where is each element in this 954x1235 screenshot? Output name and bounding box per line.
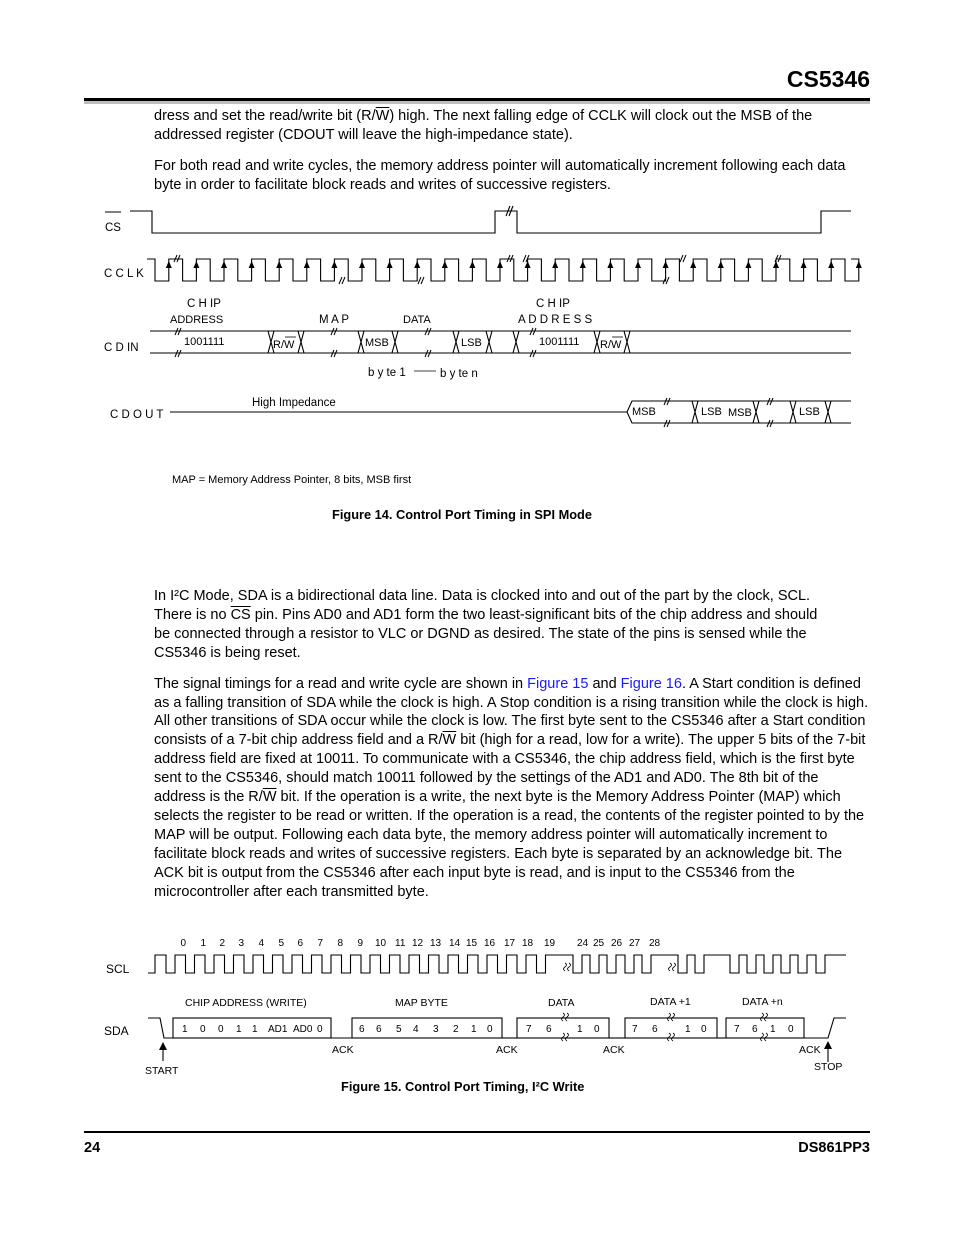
byte-1-label: b y te 1 [368,367,406,379]
sda-label: SDA [104,1024,129,1038]
text-run: pin. Pins AD0 and AD1 form the two least-significant bits of the chip address and should [250,606,818,623]
data-bit: 7 [632,1024,638,1035]
clock-number: 27 [629,938,641,949]
text-run: $\overline{W}$ [262,789,277,806]
rw-bit-label-2: R/W [600,339,622,351]
map-bit: 6 [376,1024,382,1035]
clock-number: 18 [522,938,534,949]
clock-edge-arrow [580,261,586,268]
clock-edge-arrow [221,261,227,268]
clock-edge-arrow [442,261,448,268]
cclk-label: C C L K [104,268,144,280]
clock-edge-arrow [690,261,696,268]
document-id: DS861PP3 [798,1140,870,1156]
clock-number: 25 [593,938,605,949]
cdout-msb-label-2: MSB [728,407,752,419]
clock-number: 19 [544,938,556,949]
clock-edge-arrow [607,261,613,268]
clock-edge-arrow [359,261,365,268]
address-bit: 0 [218,1024,224,1035]
clock-number: 9 [357,938,364,949]
text-run: . A Start condition is defined as a falling transition of SDA while the clock is high. A Stop condition is a rising transition while the clock is high. All other transitions of SDA occur while the clock is low. The first byte sent to the CS5346 after a Start condition consists of a 7-bit chip address field and a R/ [154,675,869,749]
spi-paragraph [154,107,870,207]
data-bit: 7 [734,1024,740,1035]
data-bit: 0 [788,1024,794,1035]
address-bit: 0 [317,1024,323,1035]
clock-number: 2 [219,938,226,949]
text-run: bit (high for a read, low for a write). The upper 5 bits of the 7-bit address field are fixed at 10011. To communicate with a CS5346, the chip address field, which is the first byte sent to the CS5346, should match 10011 followed by the settings of the AD1 and AD0. The 8th bit of the address is the R/ [154,732,866,806]
cdout-lsb-label: LSB [701,406,722,418]
address-bit: AD1 [268,1024,288,1035]
break-mark [564,963,571,971]
cdout-label: C D O U T [110,409,164,421]
break-mark [562,1033,569,1041]
chip-address-bits-2: 1001111 [539,336,580,348]
clock-number: 8 [337,938,344,949]
clock-number: 15 [466,938,478,949]
text-run: CS5346 is being reset. [154,644,301,661]
clock-number: 14 [449,938,461,949]
clock-edge-arrow [552,261,558,268]
clock-edge-arrow [331,261,337,268]
data-label: DATA [403,314,431,326]
ack-label-3: ACK [603,1044,625,1056]
ack-label-2: ACK [496,1044,518,1056]
clock-edge-arrow [828,261,834,268]
data-label: DATA [548,997,575,1009]
data-bit: 7 [526,1024,532,1035]
clock-edge-arrow [193,261,199,268]
text-run: be connected through a resistor to VLC or DGND as desired. The state of the pins is sensed while the [154,625,807,642]
ack-label-4: ACK [799,1044,821,1056]
clock-edge-arrow [304,261,310,268]
clock-number: 16 [484,938,496,949]
map-note: MAP = Memory Address Pointer, 8 bits, MSB first [172,474,412,486]
i2c-text-2 [154,675,870,902]
address-label: ADDRESS [170,314,224,326]
ack-label-1: ACK [332,1044,354,1056]
start-label: START [145,1065,179,1077]
chip-address-write-label: CHIP ADDRESS (WRITE) [185,997,307,1009]
clock-number: 13 [430,938,442,949]
clock-edge-arrow [166,261,172,268]
stop-label: STOP [814,1061,843,1073]
clock-number: 11 [395,938,406,949]
figure-16-link[interactable]: Figure 16 [620,675,682,692]
map-byte-label: MAP BYTE [395,997,448,1009]
page-number: 24 [84,1140,101,1156]
figure-15-link[interactable]: Figure 15 [527,675,589,692]
clock-edge-arrow [745,261,751,268]
clock-number: 1 [200,938,207,949]
clock-edge-arrow [414,261,420,268]
address-bit: AD0 [293,1024,313,1035]
clock-number: 12 [412,938,424,949]
figure-15-caption: Figure 15. Control Port Timing, I²C Write [341,1079,585,1094]
text-run: $\overline{W}$ [375,108,390,124]
clock-edge-arrow [856,261,862,268]
clock-number: 24 [577,938,589,949]
break-mark [669,963,676,971]
clock-edge-arrow [635,261,641,268]
lsb-label: LSB [461,337,482,349]
clock-edge-arrow [249,261,255,268]
clock-edge-arrow [663,261,669,268]
map-bit: 4 [413,1024,419,1035]
text-run: dress and set the read/write bit (R/ [154,108,376,124]
clock-number: 28 [649,938,661,949]
cdout-lsb-label-2: LSB [799,406,820,418]
text-run: addressed register (CDOUT will leave the high-impedance state). [154,126,573,143]
clock-number: 0 [180,938,187,949]
break-mark [562,1013,569,1021]
cs-label: CS [105,222,121,234]
map-bit: 0 [487,1024,493,1035]
text-run: $\overline{CS}$ [230,606,251,623]
clock-edge-arrow [387,261,393,268]
text-run: The signal timings for a read and write cycle are shown in [154,675,528,692]
address-bit: 1 [252,1024,258,1035]
text-run: There is no [154,606,231,623]
clock-edge-arrow [497,261,503,268]
map-label: M A P [319,314,350,326]
chip-label-2: C H IP [536,298,570,310]
address-bit: 1 [182,1024,188,1035]
clock-number: 6 [297,938,304,949]
data-bit: 0 [701,1024,707,1035]
clock-number: 5 [278,938,285,949]
data-bit: 6 [546,1024,552,1035]
address-bit: 0 [200,1024,206,1035]
data-bit: 1 [577,1024,583,1035]
figure-14-caption: Figure 14. Control Port Timing in SPI Mode [332,507,592,522]
address-bit: 1 [236,1024,242,1035]
header-rule-shadow [84,101,870,104]
map-bit: 1 [471,1024,477,1035]
cdout-msb-label: MSB [632,406,656,418]
text-run: $\overline{W}$ [442,732,457,749]
i2c-timing-diagram [0,930,954,1080]
map-bit: 2 [453,1024,459,1035]
clock-number: 10 [375,938,387,949]
address-label-2: A D D R E S S [518,314,593,326]
byte-n-label: b y te n [440,368,478,380]
text-run: ) high. The next falling edge of CCLK will clock out the MSB of the [389,108,813,124]
break-mark [668,1033,675,1041]
document-title: CS5346 [786,66,870,92]
scl-label: SCL [106,962,130,976]
cdin-label: C D IN [104,342,139,354]
data-bit: 6 [752,1024,758,1035]
data-bit: 1 [685,1024,691,1035]
text-run: and [588,675,621,692]
chip-label: C H IP [187,298,221,310]
clock-edge-arrow [469,261,475,268]
text-run: bit. If the operation is a write, the next byte is the Memory Address Pointer (MAP) which selects the register to be read or written. If the operation is a read, the contents of the register pointed to by the MAP will be output. Following each data byte, the memory address pointer will automatically increment to facilitate block reads and writes of successive registers. Each byte is separated by an acknowledge bit. The ACK bit is output from the CS5346 after each input byte is read, and is input to the CS5346 from the microcontroller after each transmitted byte. [154,789,865,900]
text-run: In I²C Mode, SDA is a bidirectional data line. Data is clocked into and out of the part by the clock, SCL. [154,588,811,604]
spi-text-2: For both read and write cycles, the memory address pointer will automatically increment following each data byte in order to facilitate block reads and writes of successive registers. [154,157,846,193]
spi-timing-diagram [0,195,954,495]
msb-label: MSB [365,337,389,349]
break-mark [761,1013,768,1021]
chip-address-bits: 1001111 [184,336,225,348]
clock-edge-arrow [773,261,779,268]
clock-number: 17 [504,938,516,949]
map-bit: 6 [359,1024,365,1035]
clock-number: 3 [238,938,245,949]
break-mark [668,1013,675,1021]
i2c-text-1 [154,587,870,663]
map-bit: 5 [396,1024,402,1035]
clock-edge-arrow [718,261,724,268]
map-bit: 3 [433,1024,439,1035]
clock-edge-arrow [276,261,282,268]
clock-number: 26 [611,938,623,949]
data-bit: 1 [770,1024,776,1035]
i2c-paragraph [154,587,870,914]
data-plus-1-label: DATA +1 [650,996,691,1008]
footer-rule [84,1131,870,1133]
clock-edge-arrow [801,261,807,268]
data-plus-n-label: DATA +n [742,996,783,1008]
break-mark [761,1033,768,1041]
high-impedance-label: High Impedance [252,397,336,409]
spi-text-1 [154,107,870,145]
clock-number: 4 [258,938,265,949]
clock-edge-arrow [525,261,531,268]
data-bit: 6 [652,1024,658,1035]
rw-bit-label: R/W [273,339,295,351]
data-bit: 0 [594,1024,600,1035]
clock-number: 7 [317,938,324,949]
